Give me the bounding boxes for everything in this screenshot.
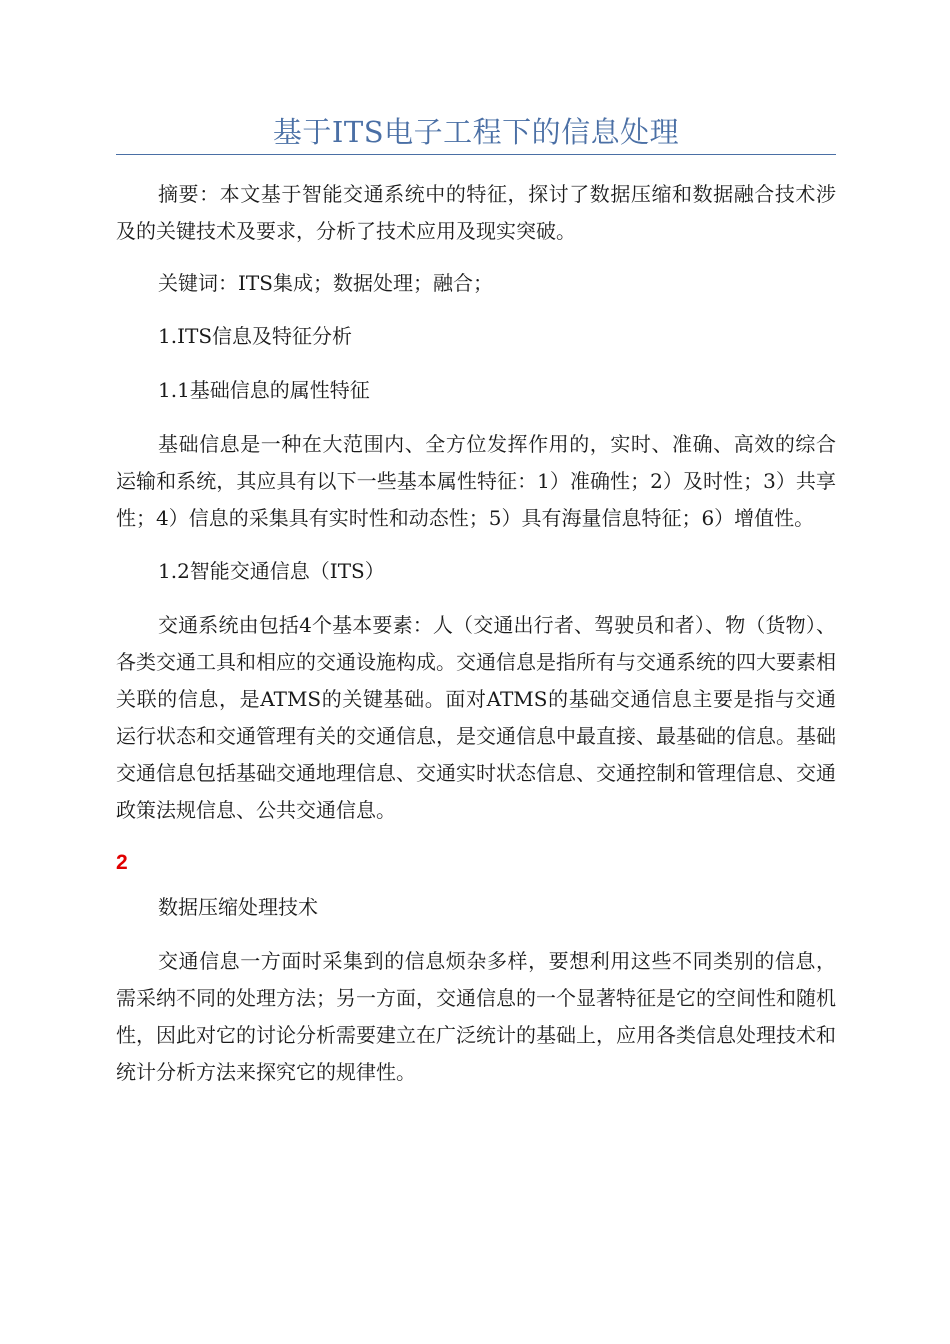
title-underline: [116, 154, 836, 155]
document-page: [116, 0, 836, 1091]
section-2-heading: 数据压缩处理技术: [158, 895, 318, 919]
section-1-heading: 1.ITS信息及特征分析: [158, 324, 353, 348]
section-1-2-body: 交通系统由包括4个基本要素：人（交通出行者、驾驶员和者）、物（货物）、各类交通工具和相应的交通设施构成。交通信息是指所有与交通系统的四大要素相关联的信息，是ATMS的关键基础。面对ATMS的基础交通信息主要是指与交通运行状态和交通管理有关的交通信息，是交通信息中最直接、最基础的信息。基础交通信息包括基础交通地理信息、交通实时状态信息、交通控制和管理信息、交通政策法规信息、公共交通信息。: [116, 613, 836, 822]
section-1-1-heading: 1.1基础信息的属性特征: [158, 378, 370, 402]
keywords-paragraph: 关键词：ITS集成；数据处理；融合；: [158, 271, 493, 295]
section-2-number: 2: [116, 851, 128, 874]
document-title: 基于ITS电子工程下的信息处理: [272, 115, 680, 149]
section-1-1-body: 基础信息是一种在大范围内、全方位发挥作用的，实时、准确、高效的综合运输和系统，其应具有以下一些基本属性特征：1）准确性；2）及时性；3）共享性；4）信息的采集具有实时性和动态性；5）具有海量信息特征；6）增值性。: [116, 432, 836, 530]
section-2-body: 交通信息一方面时采集到的信息烦杂多样，要想利用这些不同类别的信息，需采纳不同的处理方法；另一方面，交通信息的一个显著特征是它的空间性和随机性，因此对它的讨论分析需要建立在广泛统计的基础上，应用各类信息处理技术和统计分析方法来探究它的规律性。: [116, 949, 836, 1084]
section-1-2-heading: 1.2智能交通信息（ITS）: [158, 559, 385, 583]
abstract-paragraph: 摘要：本文基于智能交通系统中的特征，探讨了数据压缩和数据融合技术涉及的关键技术及要求，分析了技术应用及现实突破。: [116, 182, 836, 243]
